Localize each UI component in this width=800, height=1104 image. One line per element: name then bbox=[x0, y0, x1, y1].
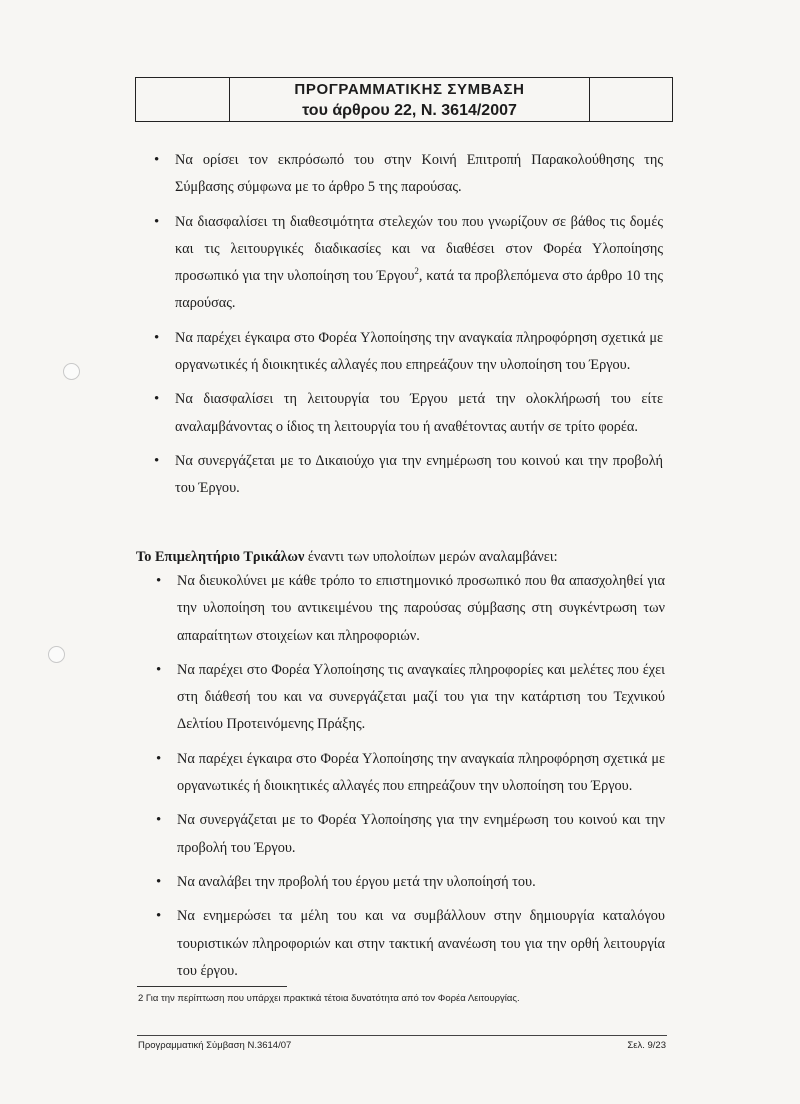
header-cell-right bbox=[590, 78, 672, 121]
list-item: • Να παρέχει έγκαιρα στο Φορέα Υλοποίησης την αναγκαία πληροφόρηση σχετικά με οργανωτικές ή διοικητικές αλλαγές που επηρεάζουν την υλοποίηση του Έργου. bbox=[152, 746, 665, 801]
obligations-list-2 bbox=[152, 568, 665, 992]
section-intro-rest: έναντι των υπολοίπων μερών αναλαμβάνει: bbox=[304, 549, 558, 565]
title-line2: του άρθρου 22, Ν. 3614/2007 bbox=[302, 101, 517, 119]
list-item: • Να διασφαλίσει τη λειτουργία του Έργου μετά την ολοκλήρωσή του είτε αναλαμβάνοντας ο ίδιος τη λειτουργία του ή αναθέτοντας αυτήν σε τρίτο φορέα. bbox=[150, 386, 663, 441]
list-item: • Να αναλάβει την προβολή του έργου μετά την υλοποίησή του. bbox=[152, 869, 665, 896]
list-item: • Να ενημερώσει τα μέλη του και να συμβάλλουν στην δημιουργία καταλόγου τουριστικών πληροφοριών και στην τακτική ανανέωση του για την ορθή λειτουργία του έργου. bbox=[152, 903, 665, 985]
punch-hole-bottom bbox=[48, 646, 65, 663]
document-title bbox=[230, 78, 590, 121]
list-item-text-tail: , κατά τα προβλεπόμενα στο άρθρο 10 της παρούσας. bbox=[175, 268, 663, 312]
footnote: 2 Για την περίπτωση που υπάρχει πρακτικά τέτοια δυνατότητα από τον Φορέα Λειτουργίας. bbox=[138, 993, 520, 1004]
list-item: • Να διευκολύνει με κάθε τρόπο το επιστημονικό προσωπικό που θα απασχοληθεί για την υλοποίηση του αντικειμένου της παρούσας σύμβασης στη συγκέντρωση των απαραίτητων στοιχείων και πληροφοριών. bbox=[152, 568, 665, 650]
footer-document-name: Προγραμματική Σύμβαση Ν.3614/07 bbox=[138, 1040, 292, 1051]
header-box bbox=[135, 77, 673, 122]
section-intro-bold: Το Επιμελητήριο Τρικάλων bbox=[136, 549, 305, 565]
list-item: • Να παρέχει στο Φορέα Υλοποίησης τις αναγκαίες πληροφορίες και μελέτες που έχει στη διάθεσή του και να συνεργάζεται μαζί του για την κατάρτιση του Τεχνικού Δελτίου Προτεινόμενης Πράξης. bbox=[152, 657, 665, 739]
footnote-ref: 2 bbox=[414, 266, 419, 277]
list-item-text: Να διασφαλίσει τη διαθεσιμότητα στελεχών του που γνωρίζουν σε βάθος τις δομές και τις λειτουργικές διαδικασίες και να διαθέσει στον Φορέα Υλοποίησης προσωπικό για την υλοποίηση του Έργου bbox=[175, 213, 663, 285]
list-item: • Να ορίσει τον εκπρόσωπό του στην Κοινή Επιτροπή Παρακολούθησης της Σύμβασης σύμφωνα με το άρθρο 5 της παρούσας. bbox=[150, 147, 663, 202]
list-item: • Να συνεργάζεται με το Δικαιούχο για την ενημέρωση του κοινού και την προβολή του Έργου. bbox=[150, 448, 663, 503]
punch-hole-top bbox=[63, 363, 80, 380]
list-item: • Να συνεργάζεται με το Φορέα Υλοποίησης για την ενημέρωση του κοινού και την προβολή του Έργου. bbox=[152, 807, 665, 862]
header-cell-left bbox=[136, 78, 230, 121]
title-line1: ΠΡΟΓΡΑΜΜΑΤΙΚΗΣ ΣΥΜΒΑΣΗ bbox=[294, 80, 525, 98]
page-number: Σελ. 9/23 bbox=[627, 1040, 666, 1051]
footer-divider bbox=[137, 1035, 667, 1036]
list-item bbox=[150, 209, 663, 318]
obligations-list-1 bbox=[150, 147, 663, 510]
list-item: • Να παρέχει έγκαιρα στο Φορέα Υλοποίησης την αναγκαία πληροφόρηση σχετικά με οργανωτικές ή διοικητικές αλλαγές που επηρεάζουν την υλοποίηση του Έργου. bbox=[150, 325, 663, 380]
footnote-divider bbox=[137, 986, 287, 987]
section-intro bbox=[136, 544, 666, 571]
